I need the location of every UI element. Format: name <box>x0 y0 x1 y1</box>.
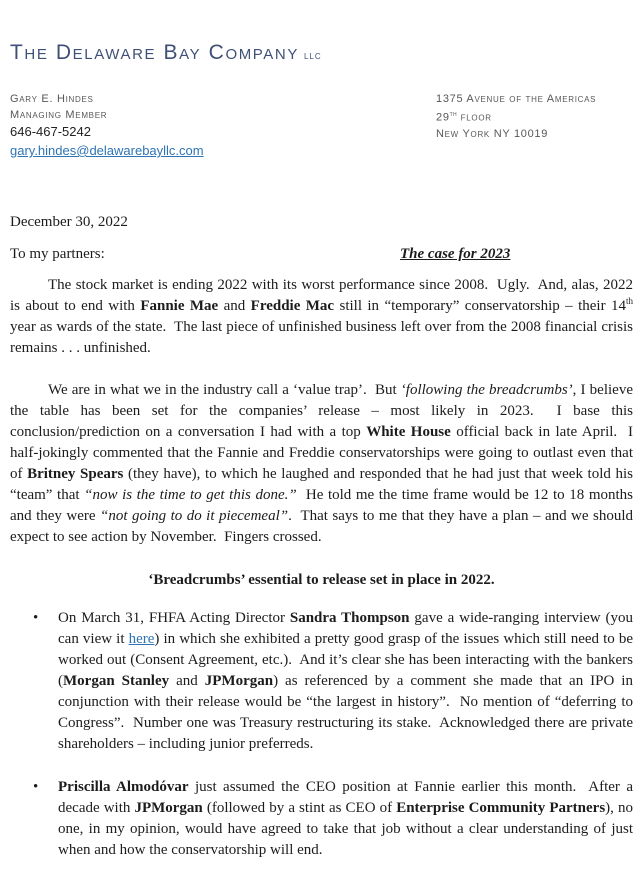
bullet-item-1 <box>10 608 637 755</box>
text-segment: Fannie Mae <box>140 298 219 314</box>
text-segment: Priscilla Almodóvar <box>58 779 189 795</box>
paragraph-2 <box>10 380 637 548</box>
contact-address-block <box>436 91 633 160</box>
text-segment: Sandra Thompson <box>289 610 410 626</box>
text-segment: 29 <box>436 111 450 124</box>
superscript-text: th <box>449 111 457 118</box>
inline-link[interactable]: here <box>128 631 155 647</box>
address-line-1: 1375 Avenue of the Americas <box>436 93 597 105</box>
text-segment: just assumed the CEO position at Fannie earlier this month. After a decade with <box>58 779 637 816</box>
text-segment: Enterprise Community Partners <box>396 800 606 816</box>
superscript-text: th <box>625 296 633 306</box>
contact-name: Gary E. Hindes <box>10 93 94 105</box>
contact-phone: 646-467-5242 <box>10 124 91 139</box>
text-segment: ), no one, in my opinion, would have agreed to take that job without a clear understanding of just when and how the conservatorship will end. <box>58 800 637 858</box>
text-segment: The stock market is ending 2022 with its worst performance since 2008. Ugly. And, alas, 2022 is about to end with <box>10 277 637 314</box>
bullet-text-1 <box>58 608 637 755</box>
text-segment: floor <box>456 111 492 124</box>
text-segment: official back in late April. I half-jokingly commented that the Fannie and Freddie conservatorships were going to outlast even that of <box>10 424 637 482</box>
text-segment: ‘following the breadcrumbs’ <box>400 382 573 398</box>
paragraph-1 <box>10 275 637 359</box>
text-segment: (followed by a stint as CEO of <box>202 800 397 816</box>
text-segment: and <box>169 673 205 689</box>
text-segment: JPMorgan <box>204 673 274 689</box>
text-segment: White House <box>366 424 451 440</box>
address-line-3: New York NY 10019 <box>436 127 549 140</box>
text-segment: We are in what we in the industry call a ‘value trap’. But <box>48 382 401 398</box>
text-segment: (they have), to which he laughed and responded that he had just that week told his “team” that <box>10 466 637 503</box>
company-suffix: llc <box>303 50 322 62</box>
text-segment: and <box>218 298 251 314</box>
contact-left-block <box>10 91 204 160</box>
bullet-list <box>10 608 637 861</box>
text-segment: . That says to me that they have a plan – and we should expect to see action by November. Fingers crossed. <box>10 508 637 545</box>
text-segment: year as wards of the state. The last piece of unfinished business left over from the 2008 financial crisis remains . . . unfinished. <box>10 298 637 356</box>
letter-date: December 30, 2022 <box>10 214 128 230</box>
text-segment: JPMorgan <box>134 800 203 816</box>
text-segment: ) in which she exhibited a pretty good grasp of the issues which still need to be worked out (Consent Agreement, etc.). And it’s clear she has been interacting with the bankers ( <box>58 631 637 689</box>
bullet-item-2 <box>10 777 637 861</box>
bullet-marker: • <box>33 610 39 626</box>
text-segment: , I believe the table has been set for the companies’ release – most likely in 2023. I base this conclusion/prediction on a conversation I had with a top <box>10 382 637 440</box>
letterhead-contact <box>10 91 633 160</box>
contact-email-link[interactable]: gary.hindes@delawarebayllc.com <box>10 143 204 158</box>
letter-title: The case for 2023 <box>400 246 511 262</box>
text-segment: Morgan Stanley <box>63 673 170 689</box>
contact-title: Managing Member <box>10 109 108 121</box>
company-logo <box>10 40 633 69</box>
salutation: To my partners: <box>10 246 105 262</box>
text-segment: Freddie Mac <box>250 298 335 314</box>
text-segment: gave a wide-ranging interview (you can view it <box>58 610 637 647</box>
salutation-row <box>10 244 633 265</box>
text-segment: “now is the time to get this done.” <box>84 487 297 503</box>
bullet-text-2 <box>58 777 637 861</box>
company-name: The Delaware Bay Company <box>10 41 299 64</box>
text-segment: Britney Spears <box>27 466 124 482</box>
text-segment: ) as referenced by a comment she made that an IPO in conjunction with their release would be “the largest in history”. No mention of “deferring to Congress”. Number one was Treasury restructuring its stake. Acknowledged there are private shareholders – including junior preferreds. <box>58 673 637 752</box>
bullet-marker: • <box>33 779 39 795</box>
address-line-2 <box>436 107 633 126</box>
text-segment: still in “temporary” conservatorship – their 14 <box>334 298 626 314</box>
section-heading: ‘Breadcrumbs’ essential to release set in place in 2022. <box>148 572 495 588</box>
text-segment: “not going to do it piecemeal” <box>100 508 289 524</box>
text-segment: He told me the time frame would be 12 to 18 months and they were <box>10 487 637 524</box>
text-segment: On March 31, FHFA Acting Director <box>58 610 290 626</box>
